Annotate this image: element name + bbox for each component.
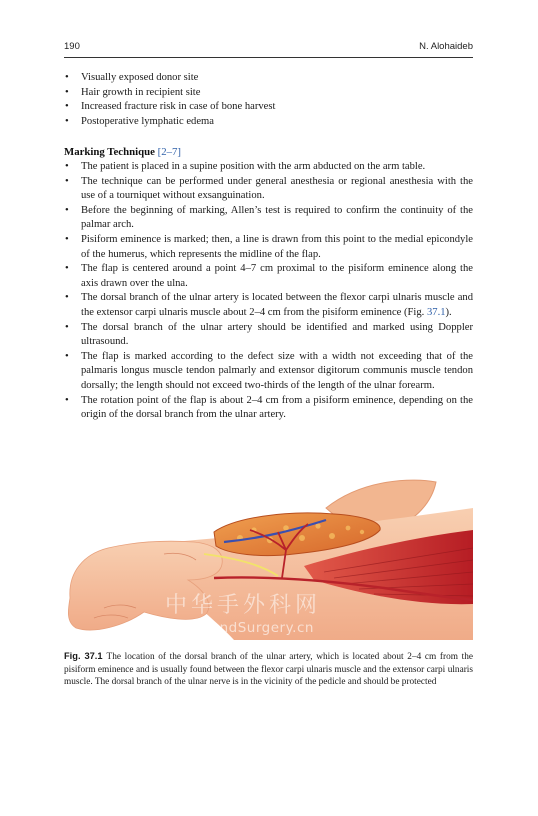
watermark-url: www.HandSurgery.cn bbox=[162, 620, 314, 636]
list-item bbox=[64, 291, 473, 320]
list-item: • Before the beginning of marking, Allen’s test is required to confirm the continuity of the palmar arch. bbox=[64, 204, 473, 233]
citation-link[interactable]: [2–7] bbox=[157, 146, 181, 158]
list-item-text: The dorsal branch of the ulnar artery is located between the flexor carpi ulnaris muscle and the extensor carpi ulnaris muscle about 2–4 cm from the pisiform eminence (Fig. bbox=[81, 292, 473, 318]
list-item: • The patient is placed in a supine position with the arm abducted on the arm table. bbox=[64, 160, 473, 175]
list-item: • Hair growth in recipient site bbox=[64, 86, 473, 101]
list-item: • The rotation point of the flap is about 2–4 cm from a pisiform eminence, depending on the origin of the dorsal branch from the ulnar artery. bbox=[64, 394, 473, 423]
disadvantages-list bbox=[64, 71, 473, 129]
list-item: • Postoperative lymphatic edema bbox=[64, 115, 473, 130]
running-header bbox=[64, 41, 473, 55]
figure-label: Fig. 37.1 bbox=[64, 651, 103, 661]
section-title: Marking Technique bbox=[64, 146, 155, 158]
list-item-text-end: ). bbox=[445, 306, 452, 318]
marking-technique-list bbox=[64, 160, 473, 423]
list-item: • Pisiform eminence is marked; then, a line is drawn from this point to the medial epicondyle of the humerus, which represents the midline of the flap. bbox=[64, 233, 473, 262]
list-item: • The flap is marked according to the defect size with a width not exceeding that of the palmaris longus muscle tendon palmarly and extensor digitorum communis muscle tendon dorsally; the length should not exceed two-thirds of the length of the ulnar forearm. bbox=[64, 350, 473, 394]
figure-caption bbox=[64, 650, 473, 689]
list-item: • The flap is centered around a point 4–7 cm proximal to the pisiform eminence along the axis drawn over the ulna. bbox=[64, 262, 473, 291]
header-rule bbox=[64, 57, 473, 58]
list-item: • The technique can be performed under general anesthesia or regional anesthesia with the use of a tourniquet without exsanguination. bbox=[64, 175, 473, 204]
list-item: • The dorsal branch of the ulnar artery should be identified and marked using Doppler ultrasound. bbox=[64, 321, 473, 350]
list-item: • Visually exposed donor site bbox=[64, 71, 473, 86]
list-item: • Increased fracture risk in case of bone harvest bbox=[64, 100, 473, 115]
page-number: 190 bbox=[64, 41, 80, 52]
figure-reference-link[interactable]: 37.1 bbox=[426, 306, 446, 318]
caption-text: The location of the dorsal branch of the ulnar artery, which is located about 2–4 cm from the pisiform eminence and is usually found between the flexor carpi ulnaris muscle and the extensor carpi ulnaris muscle. The dorsal branch of the ulnar nerve is in the vicinity of the pedicle and should be protected bbox=[64, 652, 474, 688]
section-heading bbox=[64, 146, 181, 158]
watermark-chinese-logo: 中华手外科网 bbox=[165, 593, 322, 618]
running-author: N. Alohaideb bbox=[419, 41, 473, 52]
